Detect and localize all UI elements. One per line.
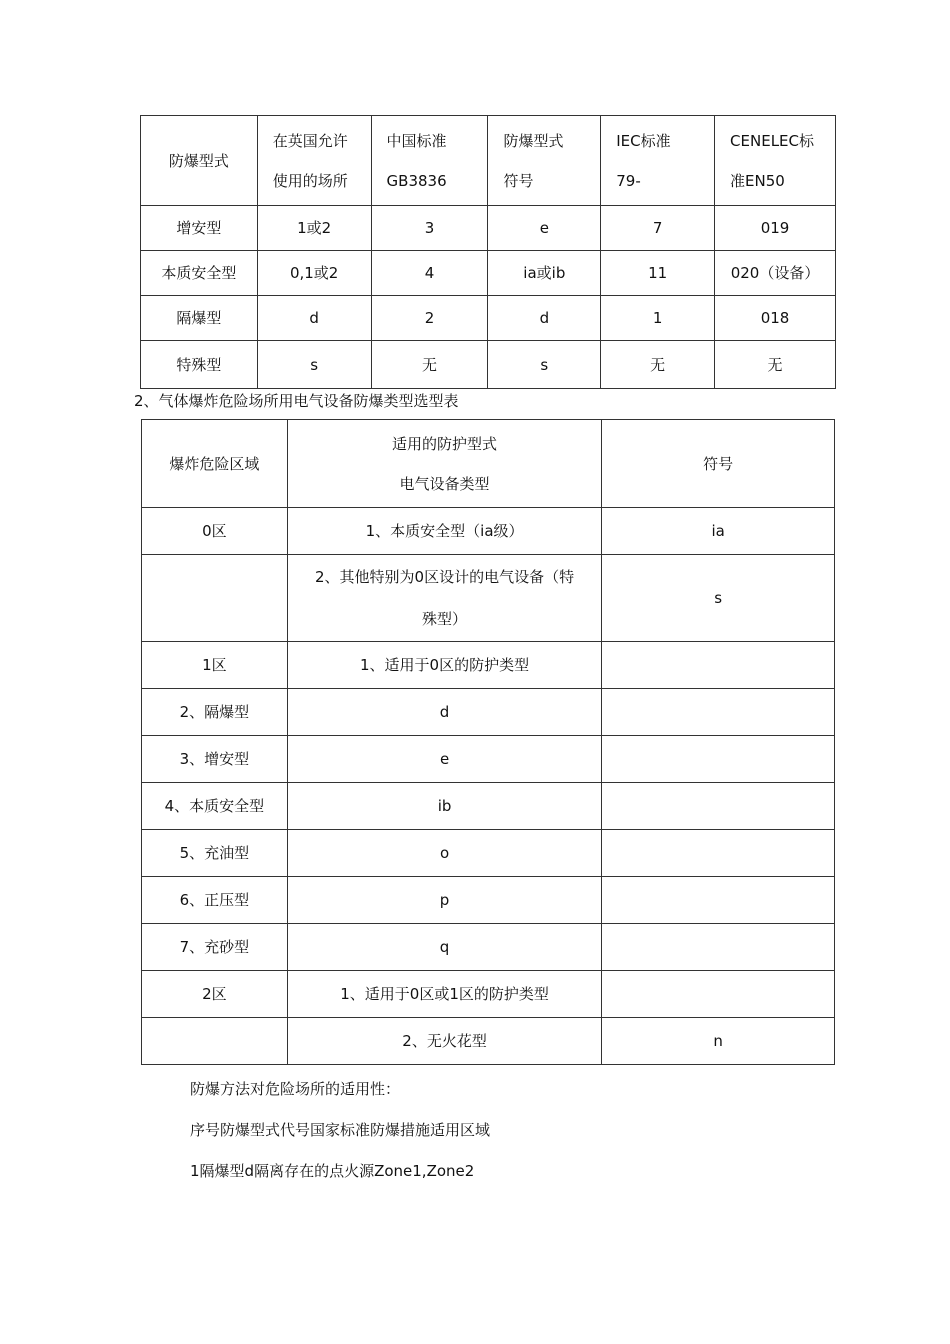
header-cell: 符号 [602, 420, 835, 508]
header-cell: 中国标准 GB3836 [371, 116, 488, 206]
table-cell: ia [602, 508, 835, 555]
table-cell: s [488, 341, 601, 389]
table-cell: 4、本质安全型 [142, 783, 288, 830]
paragraph: 1隔爆型d隔离存在的点火源Zone1,Zone2 [190, 1162, 475, 1180]
table-cell: 7、充砂型 [142, 924, 288, 971]
table-cell: 020（设备） [715, 251, 836, 296]
header-cell: 爆炸危险区域 [142, 420, 288, 508]
table-cell: ia或ib [488, 251, 601, 296]
table-cell: 1区 [142, 642, 288, 689]
explosion-protection-standards-table [140, 115, 836, 389]
table-cell: q [287, 924, 602, 971]
table-cell [602, 783, 835, 830]
table-cell: s [257, 341, 371, 389]
table-cell: s [602, 555, 835, 642]
table-cell [142, 555, 288, 642]
header-cell: 防爆型式 [141, 116, 258, 206]
table-cell: 7 [601, 206, 715, 251]
header-cell: 在英国允许 使用的场所 [257, 116, 371, 206]
paragraph: 防爆方法对危险场所的适用性： [190, 1080, 401, 1098]
table-cell: 1或2 [257, 206, 371, 251]
table-cell: 隔爆型 [141, 296, 258, 341]
table-cell: 2 [371, 296, 488, 341]
table-cell: 2、无火花型 [287, 1018, 602, 1065]
table-cell: e [287, 736, 602, 783]
table-row [142, 830, 835, 877]
header-cell: 防爆型式 符号 [488, 116, 601, 206]
header-cell: IEC标准 79- [601, 116, 715, 206]
table-row [142, 971, 835, 1018]
table-cell: 2、隔爆型 [142, 689, 288, 736]
table-cell: 018 [715, 296, 836, 341]
table-cell: 无 [715, 341, 836, 389]
table-cell: ib [287, 783, 602, 830]
table-cell: 2、其他特别为0区设计的电气设备（特 殊型） [287, 555, 602, 642]
table-cell: 3 [371, 206, 488, 251]
table-caption: 2、气体爆炸危险场所用电气设备防爆类型选型表 [134, 392, 459, 410]
gas-hazard-area-selection-table [141, 419, 835, 1065]
table-header-row [142, 420, 835, 508]
table-cell: 1、适用于0区的防护类型 [287, 642, 602, 689]
table-cell [602, 642, 835, 689]
table-cell: 1 [601, 296, 715, 341]
table-cell: d [257, 296, 371, 341]
table-header-row [141, 116, 836, 206]
table-row [141, 206, 836, 251]
table-row [141, 296, 836, 341]
table-cell: o [287, 830, 602, 877]
table-cell: 1、适用于0区或1区的防护类型 [287, 971, 602, 1018]
table-row [142, 555, 835, 642]
table-cell [602, 830, 835, 877]
table-cell: 无 [371, 341, 488, 389]
table-cell: 019 [715, 206, 836, 251]
table-cell: d [488, 296, 601, 341]
table-cell [602, 689, 835, 736]
table-row [142, 783, 835, 830]
table-cell: d [287, 689, 602, 736]
table-row [142, 689, 835, 736]
table-cell: 2区 [142, 971, 288, 1018]
paragraph: 序号防爆型式代号国家标准防爆措施适用区域 [190, 1121, 491, 1139]
header-cell: 适用的防护型式 电气设备类型 [287, 420, 602, 508]
table-row [142, 1018, 835, 1065]
table-cell: 0区 [142, 508, 288, 555]
table-row [142, 924, 835, 971]
table-row [142, 508, 835, 555]
table-cell: 11 [601, 251, 715, 296]
table-cell [602, 971, 835, 1018]
table-cell: 增安型 [141, 206, 258, 251]
table-cell [142, 1018, 288, 1065]
table-cell: 4 [371, 251, 488, 296]
table-cell [602, 736, 835, 783]
table-cell: 6、正压型 [142, 877, 288, 924]
table-cell [602, 924, 835, 971]
table-cell: 无 [601, 341, 715, 389]
table-cell: 本质安全型 [141, 251, 258, 296]
table-cell: 3、增安型 [142, 736, 288, 783]
table-cell: p [287, 877, 602, 924]
table-cell [602, 877, 835, 924]
table-cell: e [488, 206, 601, 251]
header-cell: CENELEC标 准EN50 [715, 116, 836, 206]
table-cell: 1、本质安全型（ia级） [287, 508, 602, 555]
table-cell: 0,1或2 [257, 251, 371, 296]
table-row [142, 736, 835, 783]
table-cell: 5、充油型 [142, 830, 288, 877]
table-row [142, 642, 835, 689]
table-row [142, 877, 835, 924]
table-row [141, 341, 836, 389]
table-cell: n [602, 1018, 835, 1065]
table-row [141, 251, 836, 296]
table-cell: 特殊型 [141, 341, 258, 389]
